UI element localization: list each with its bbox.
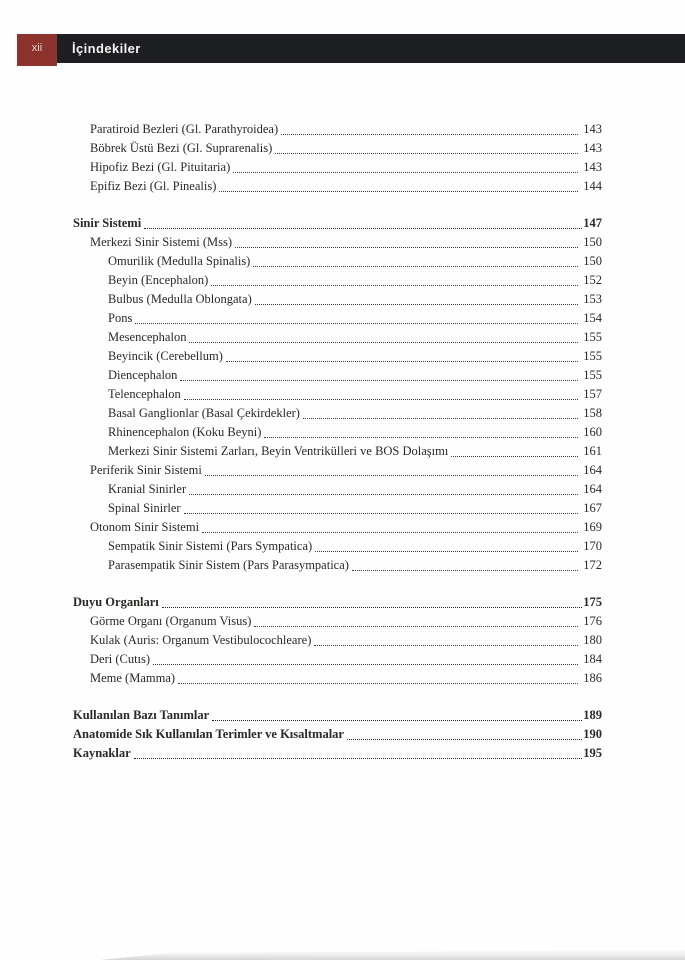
toc-entry-page: 155	[583, 368, 602, 382]
dotted-leader	[253, 266, 578, 267]
toc-entry-label: Telencephalon	[108, 387, 181, 401]
dotted-leader	[189, 342, 578, 343]
toc-entry-page: 155	[583, 330, 602, 344]
toc-entry-label: Kulak (Auris: Organum Vestibulocochleare)	[90, 633, 312, 647]
toc-entry	[73, 233, 602, 252]
toc-entry	[73, 650, 602, 669]
toc-entry	[73, 706, 602, 725]
toc-entry-page: 176	[583, 614, 602, 628]
toc-entry-page: 161	[583, 444, 602, 458]
dotted-leader	[184, 399, 579, 400]
dotted-leader	[189, 494, 578, 495]
toc-entry-page: 152	[583, 273, 602, 287]
toc-entry-page: 195	[583, 746, 602, 760]
toc-entry	[73, 347, 602, 366]
toc-entry-label: Periferik Sinir Sistemi	[90, 463, 202, 477]
dotted-leader	[347, 739, 582, 740]
toc-entry-label: Kaynaklar	[73, 746, 131, 760]
toc-entry-page: 150	[583, 254, 602, 268]
toc-entry-page: 184	[583, 652, 602, 666]
toc-entry	[73, 271, 602, 290]
toc-entry	[73, 480, 602, 499]
toc-entry-label: Sempatik Sinir Sistemi (Pars Sympatica)	[108, 539, 313, 553]
dotted-leader	[135, 323, 578, 324]
toc-entry-label: Merkezi Sinir Sistemi Zarları, Beyin Ventrikülleri ve BOS Dolaşımı	[108, 444, 449, 458]
toc-entry-page: 144	[583, 179, 602, 193]
toc-entry	[73, 214, 602, 233]
toc-entry-page: 170	[583, 539, 602, 553]
toc-entry-label: Merkezi Sinir Sistemi (Mss)	[90, 235, 233, 249]
toc-entry-page: 157	[583, 387, 602, 401]
dotted-leader	[315, 551, 578, 552]
toc-entry-label: Parasempatik Sinir Sistem (Pars Parasympatica)	[108, 558, 349, 572]
toc-entry-label: Böbrek Üstü Bezi (Gl. Suprarenalis)	[90, 141, 273, 155]
dotted-leader	[275, 153, 578, 154]
toc-entry-label: Paratiroid Bezleri (Gl. Parathyroidea)	[90, 122, 279, 136]
toc-entry-page: 164	[583, 482, 602, 496]
page-number-badge	[17, 34, 57, 66]
dotted-leader	[134, 758, 583, 759]
toc-entry	[73, 309, 602, 328]
toc-entry-label: Duyu Organları	[73, 595, 159, 609]
toc-entry-page: 143	[583, 122, 602, 136]
toc-entry-page: 147	[583, 216, 602, 230]
toc-entry	[73, 725, 602, 744]
dotted-leader	[226, 361, 578, 362]
toc-entry	[73, 385, 602, 404]
toc-entry-page: 150	[583, 235, 602, 249]
toc-entry	[73, 252, 602, 271]
toc-entry	[73, 669, 602, 688]
dotted-leader	[162, 607, 582, 608]
dotted-leader	[144, 228, 582, 229]
toc-entry-label: Görme Organı (Organum Visus)	[90, 614, 252, 628]
toc-entry-page: 158	[583, 406, 602, 420]
toc-entry-label: Bulbus (Medulla Oblongata)	[108, 292, 252, 306]
dotted-leader	[184, 513, 579, 514]
dotted-leader	[451, 456, 578, 457]
toc-entry	[73, 366, 602, 385]
dotted-leader	[264, 437, 578, 438]
toc-entry-page: 154	[583, 311, 602, 325]
dotted-leader	[202, 532, 578, 533]
toc-entry-label: Beyin (Encephalon)	[108, 273, 209, 287]
toc-entry	[73, 139, 602, 158]
toc-entry-page: 175	[583, 595, 602, 609]
dotted-leader	[235, 247, 578, 248]
toc-entry	[73, 120, 602, 139]
dotted-leader	[153, 664, 578, 665]
toc-entry-page: 155	[583, 349, 602, 363]
table-of-contents	[73, 120, 602, 763]
toc-entry-label: Deri (Cutıs)	[90, 652, 151, 666]
dotted-leader	[233, 172, 578, 173]
toc-entry-label: Anatomide Sık Kullanılan Terimler ve Kısaltmalar	[73, 727, 344, 741]
toc-entry-page: 190	[583, 727, 602, 741]
toc-entry-label: Meme (Mamma)	[90, 671, 176, 685]
toc-entry-label: Basal Ganglionlar (Basal Çekirdekler)	[108, 406, 300, 420]
dotted-leader	[180, 380, 578, 381]
dotted-leader	[314, 645, 578, 646]
toc-entry-page: 160	[583, 425, 602, 439]
toc-entry-page: 143	[583, 160, 602, 174]
dotted-leader	[281, 134, 578, 135]
toc-entry	[73, 461, 602, 480]
toc-entry-page: 172	[583, 558, 602, 572]
toc-entry-label: Diencephalon	[108, 368, 178, 382]
header-bar	[57, 34, 685, 63]
toc-entry-page: 186	[583, 671, 602, 685]
toc-entry-label: Epifiz Bezi (Gl. Pinealis)	[90, 179, 217, 193]
toc-entry	[73, 177, 602, 196]
toc-entry-page: 180	[583, 633, 602, 647]
toc-entry	[73, 593, 602, 612]
toc-entry-page: 169	[583, 520, 602, 534]
page-edge-shadow	[100, 947, 685, 960]
toc-entry	[73, 518, 602, 537]
toc-entry-label: Kranial Sinirler	[108, 482, 187, 496]
toc-entry	[73, 556, 602, 575]
dotted-leader	[303, 418, 578, 419]
toc-entry	[73, 158, 602, 177]
toc-entry-label: Kullanılan Bazı Tanımlar	[73, 708, 210, 722]
dotted-leader	[254, 626, 578, 627]
toc-entry-label: Mesencephalon	[108, 330, 187, 344]
toc-entry-label: Beyincik (Cerebellum)	[108, 349, 223, 363]
page-number: xii	[31, 42, 43, 54]
toc-entry-page: 167	[583, 501, 602, 515]
toc-entry	[73, 537, 602, 556]
toc-entry-label: Otonom Sinir Sistemi	[90, 520, 200, 534]
dotted-leader	[212, 720, 582, 721]
dotted-leader	[255, 304, 579, 305]
toc-entry-page: 164	[583, 463, 602, 477]
toc-entry	[73, 290, 602, 309]
toc-entry	[73, 442, 602, 461]
dotted-leader	[219, 191, 578, 192]
toc-entry-label: Sinir Sistemi	[73, 216, 142, 230]
dotted-leader	[205, 475, 578, 476]
toc-entry-page: 189	[583, 708, 602, 722]
dotted-leader	[211, 285, 578, 286]
toc-entry-label: Hipofiz Bezi (Gl. Pituitaria)	[90, 160, 231, 174]
toc-entry	[73, 631, 602, 650]
toc-entry-page: 143	[583, 141, 602, 155]
page-title: İçindekiler	[72, 41, 141, 56]
toc-entry-page: 153	[583, 292, 602, 306]
toc-entry-label: Pons	[108, 311, 133, 325]
toc-entry	[73, 612, 602, 631]
toc-entry	[73, 499, 602, 518]
toc-entry	[73, 423, 602, 442]
toc-entry	[73, 404, 602, 423]
toc-entry-label: Omurilik (Medulla Spinalis)	[108, 254, 251, 268]
dotted-leader	[178, 683, 578, 684]
toc-entry	[73, 744, 602, 763]
toc-entry	[73, 328, 602, 347]
dotted-leader	[352, 570, 578, 571]
toc-entry-label: Rhinencephalon (Koku Beyni)	[108, 425, 262, 439]
toc-entry-label: Spinal Sinirler	[108, 501, 181, 515]
